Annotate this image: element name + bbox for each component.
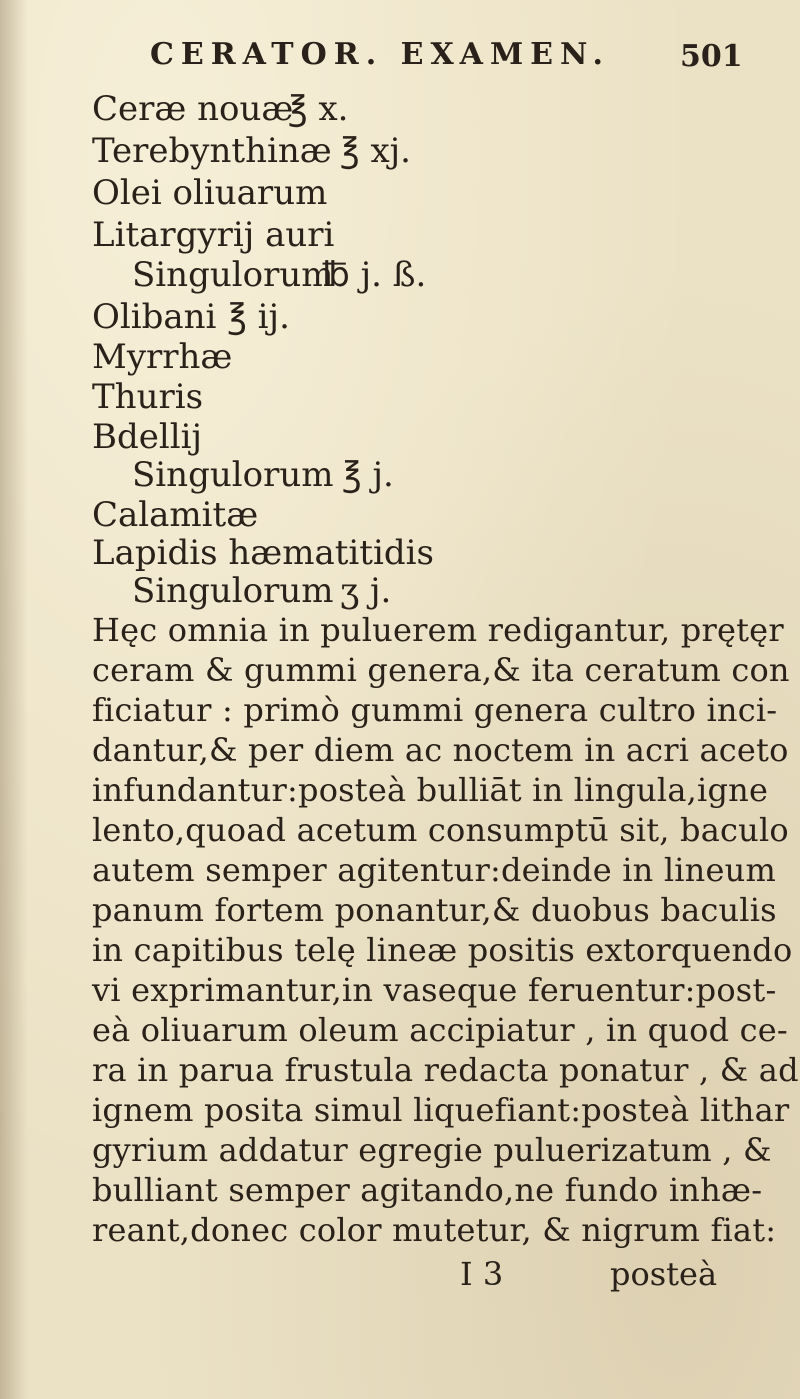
ingredient: Olibani ℥ ij. <box>92 297 290 337</box>
ingredient: Singulorum <box>132 571 334 611</box>
ingredient: Calamitæ <box>92 495 259 535</box>
ingredient: Thuris <box>92 377 204 417</box>
paragraph-line: ignem posita simul liquefiant:posteà lithar <box>92 1091 790 1129</box>
paragraph-line: bulliant semper agitando,ne fundo inhæ- <box>92 1171 763 1209</box>
quantity: ℥ x. <box>288 89 349 129</box>
ingredient: Singulorum <box>132 255 334 295</box>
recipe-line <box>132 455 394 495</box>
page-number: 501 <box>680 39 743 74</box>
paragraph-line: dantur,& per diem ac noctem in acri aceto <box>92 731 789 769</box>
recipe-line <box>92 297 290 337</box>
recipe-line <box>132 255 427 295</box>
paragraph-line: ra in parua frustula redacta ponatur , & ad <box>92 1051 799 1089</box>
recipe-line <box>92 377 204 417</box>
paragraph-line: gyrium addatur egregie puluerizatum , & <box>92 1131 772 1169</box>
recipe-line <box>92 131 411 171</box>
ingredient: Singulorum <box>132 455 334 495</box>
ingredient: Litargyrij auri <box>92 215 335 255</box>
paragraph-line: eà oliuarum oleum accipiatur , in quod ce- <box>92 1011 788 1049</box>
gutter-shadow <box>0 0 28 1399</box>
ingredient: Terebynthinæ <box>92 131 332 171</box>
paragraph-line: in capitibus telę lineæ positis extorquendo <box>92 931 793 969</box>
quantity: ℥ xj. <box>340 131 411 171</box>
ingredient: Lapidis hæmatitidis <box>92 533 434 573</box>
recipe-line <box>92 173 328 213</box>
paragraph-line: infundantur:posteà bulliāt in lingula,igne <box>92 771 769 809</box>
recipe-line <box>92 533 434 573</box>
paragraph-line: lento,quoad acetum consumptū sit, baculo <box>92 811 789 849</box>
recipe-line <box>92 417 203 457</box>
paragraph-line: Hęc omnia in puluerem redigantur, prętęr <box>92 611 784 649</box>
paragraph-line: autem semper agitentur:deinde in lineum <box>92 851 776 889</box>
paragraph-line: panum fortem ponantur,& duobus baculis <box>92 891 777 929</box>
signature-mark: I 3 <box>460 1255 504 1293</box>
recipe-line <box>92 337 233 377</box>
paragraph-line: reant,donec color mutetur, & nigrum fiat: <box>92 1211 777 1249</box>
ingredient: Myrrhæ <box>92 337 233 377</box>
ingredient: Bdellij <box>92 417 203 457</box>
paragraph-line: vi exprimantur,in vaseque feruentur:post- <box>92 971 777 1009</box>
paragraph-line: ficiatur : primò gummi genera cultro inci- <box>92 691 778 729</box>
ingredient: Ceræ nouæ <box>92 89 294 129</box>
quantity: ℥ j. <box>342 455 394 495</box>
recipe-line <box>92 89 349 129</box>
quantity: ʒ j. <box>340 571 392 611</box>
recipe-line <box>132 571 392 611</box>
quantity: ℔ j. ß. <box>322 255 427 295</box>
paragraph-line: ceram & gummi genera,& ita ceratum con <box>92 651 790 689</box>
catchword: posteà <box>610 1255 718 1293</box>
recipe-line <box>92 215 335 255</box>
recipe-line <box>92 495 259 535</box>
running-title: CERATOR. EXAMEN. <box>150 37 610 72</box>
ingredient: Olei oliuarum <box>92 173 328 213</box>
